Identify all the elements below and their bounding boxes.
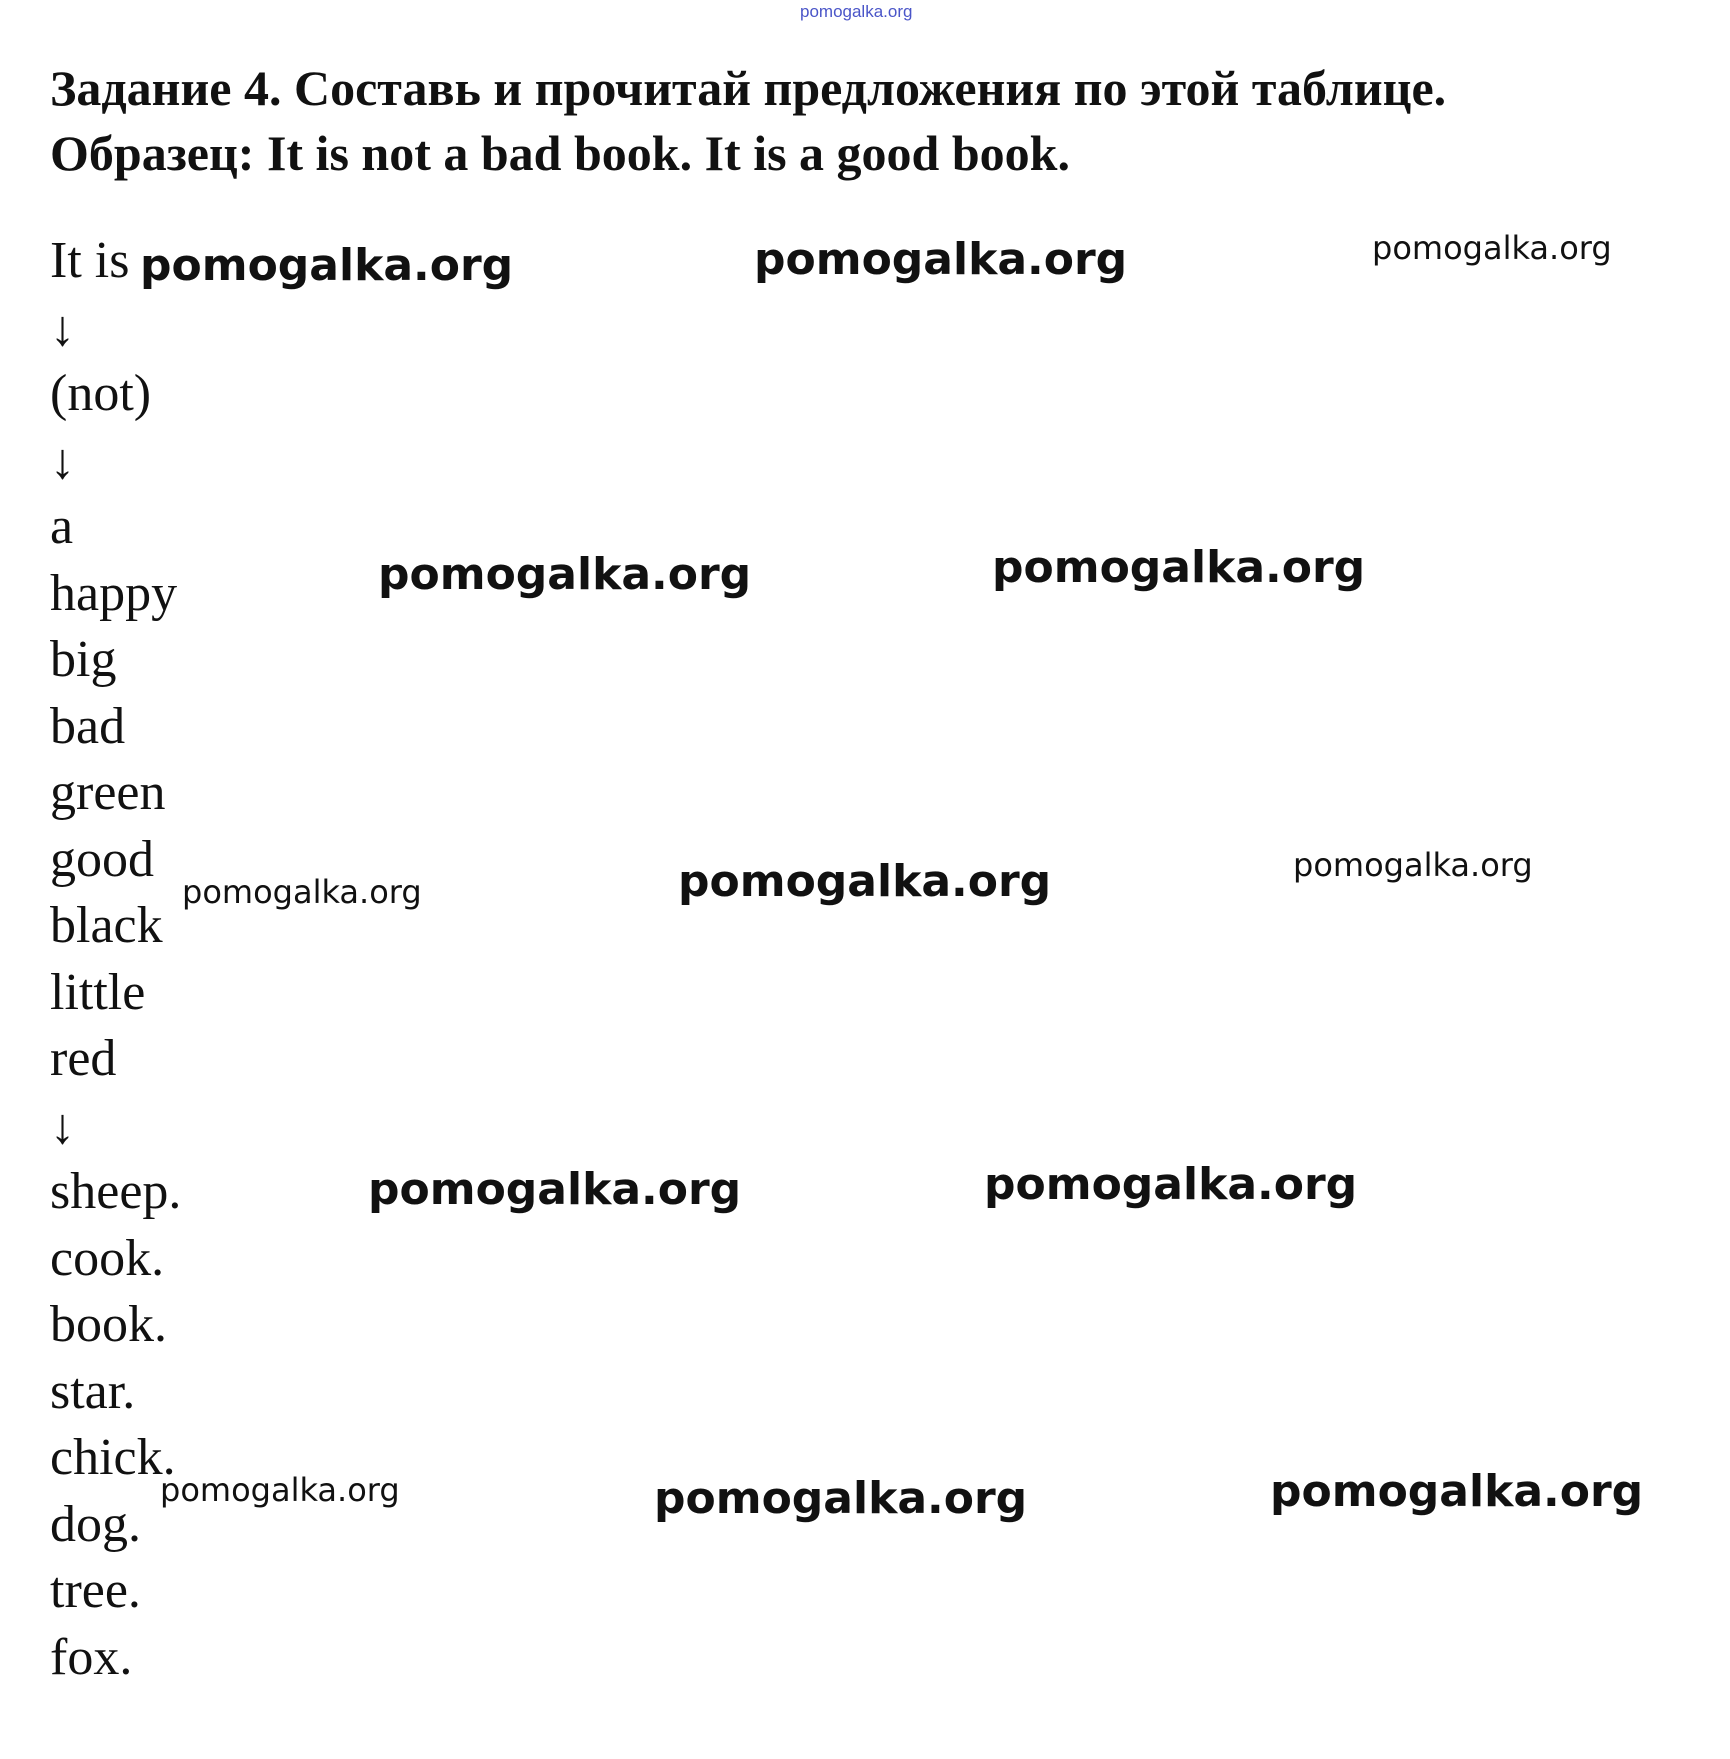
noun-item: cook. <box>50 1229 165 1287</box>
watermark-text: pomogalka.org <box>1372 229 1612 267</box>
watermark-text: pomogalka.org <box>378 549 752 600</box>
watermark-text: pomogalka.org <box>992 542 1366 593</box>
adjective-item: bad <box>50 697 126 755</box>
adjective-item: green <box>50 764 166 821</box>
noun-item: chick. <box>50 1429 176 1486</box>
watermark-text: pomogalka.org <box>678 856 1052 907</box>
adjective-item: red <box>50 1030 117 1087</box>
watermark-text: pomogalka.org <box>984 1159 1358 1210</box>
down-arrow-icon: ↓ <box>50 432 75 489</box>
down-arrow-icon: ↓ <box>50 1097 75 1154</box>
negation-word: (not) <box>50 365 152 422</box>
top-watermark: pomogalka.org <box>800 2 913 21</box>
noun-item: fox. <box>50 1628 133 1686</box>
noun-item: book. <box>50 1296 167 1353</box>
task-heading <box>50 56 1710 186</box>
noun-item: dog. <box>50 1495 141 1553</box>
adjective-item: black <box>50 897 163 954</box>
watermark-text: pomogalka.org <box>368 1164 742 1215</box>
noun-item: tree. <box>50 1562 141 1619</box>
task-title: Задание 4. Составь и прочитай предложения по этой таблице. <box>50 60 1447 116</box>
noun-item: star. <box>50 1362 136 1420</box>
down-arrow-icon: ↓ <box>50 299 75 356</box>
watermark-text: pomogalka.org <box>140 240 514 291</box>
adjective-item: happy <box>50 564 178 622</box>
watermark-text: pomogalka.org <box>182 873 422 911</box>
watermark-text: pomogalka.org <box>654 1473 1028 1524</box>
watermark-text: pomogalka.org <box>1293 846 1533 884</box>
watermark-text: pomogalka.org <box>754 234 1128 285</box>
noun-item: sheep. <box>50 1163 182 1220</box>
adjective-item: big <box>50 631 117 688</box>
task-example: Образец: It is not a bad book. It is a good book. <box>50 125 1070 181</box>
watermark-text: pomogalka.org <box>1270 1466 1644 1517</box>
adjective-item: little <box>50 963 146 1021</box>
adjective-item: good <box>50 830 154 888</box>
article-word: a <box>50 498 74 555</box>
start-phrase: It is <box>50 232 130 289</box>
watermark-text: pomogalka.org <box>160 1471 400 1509</box>
